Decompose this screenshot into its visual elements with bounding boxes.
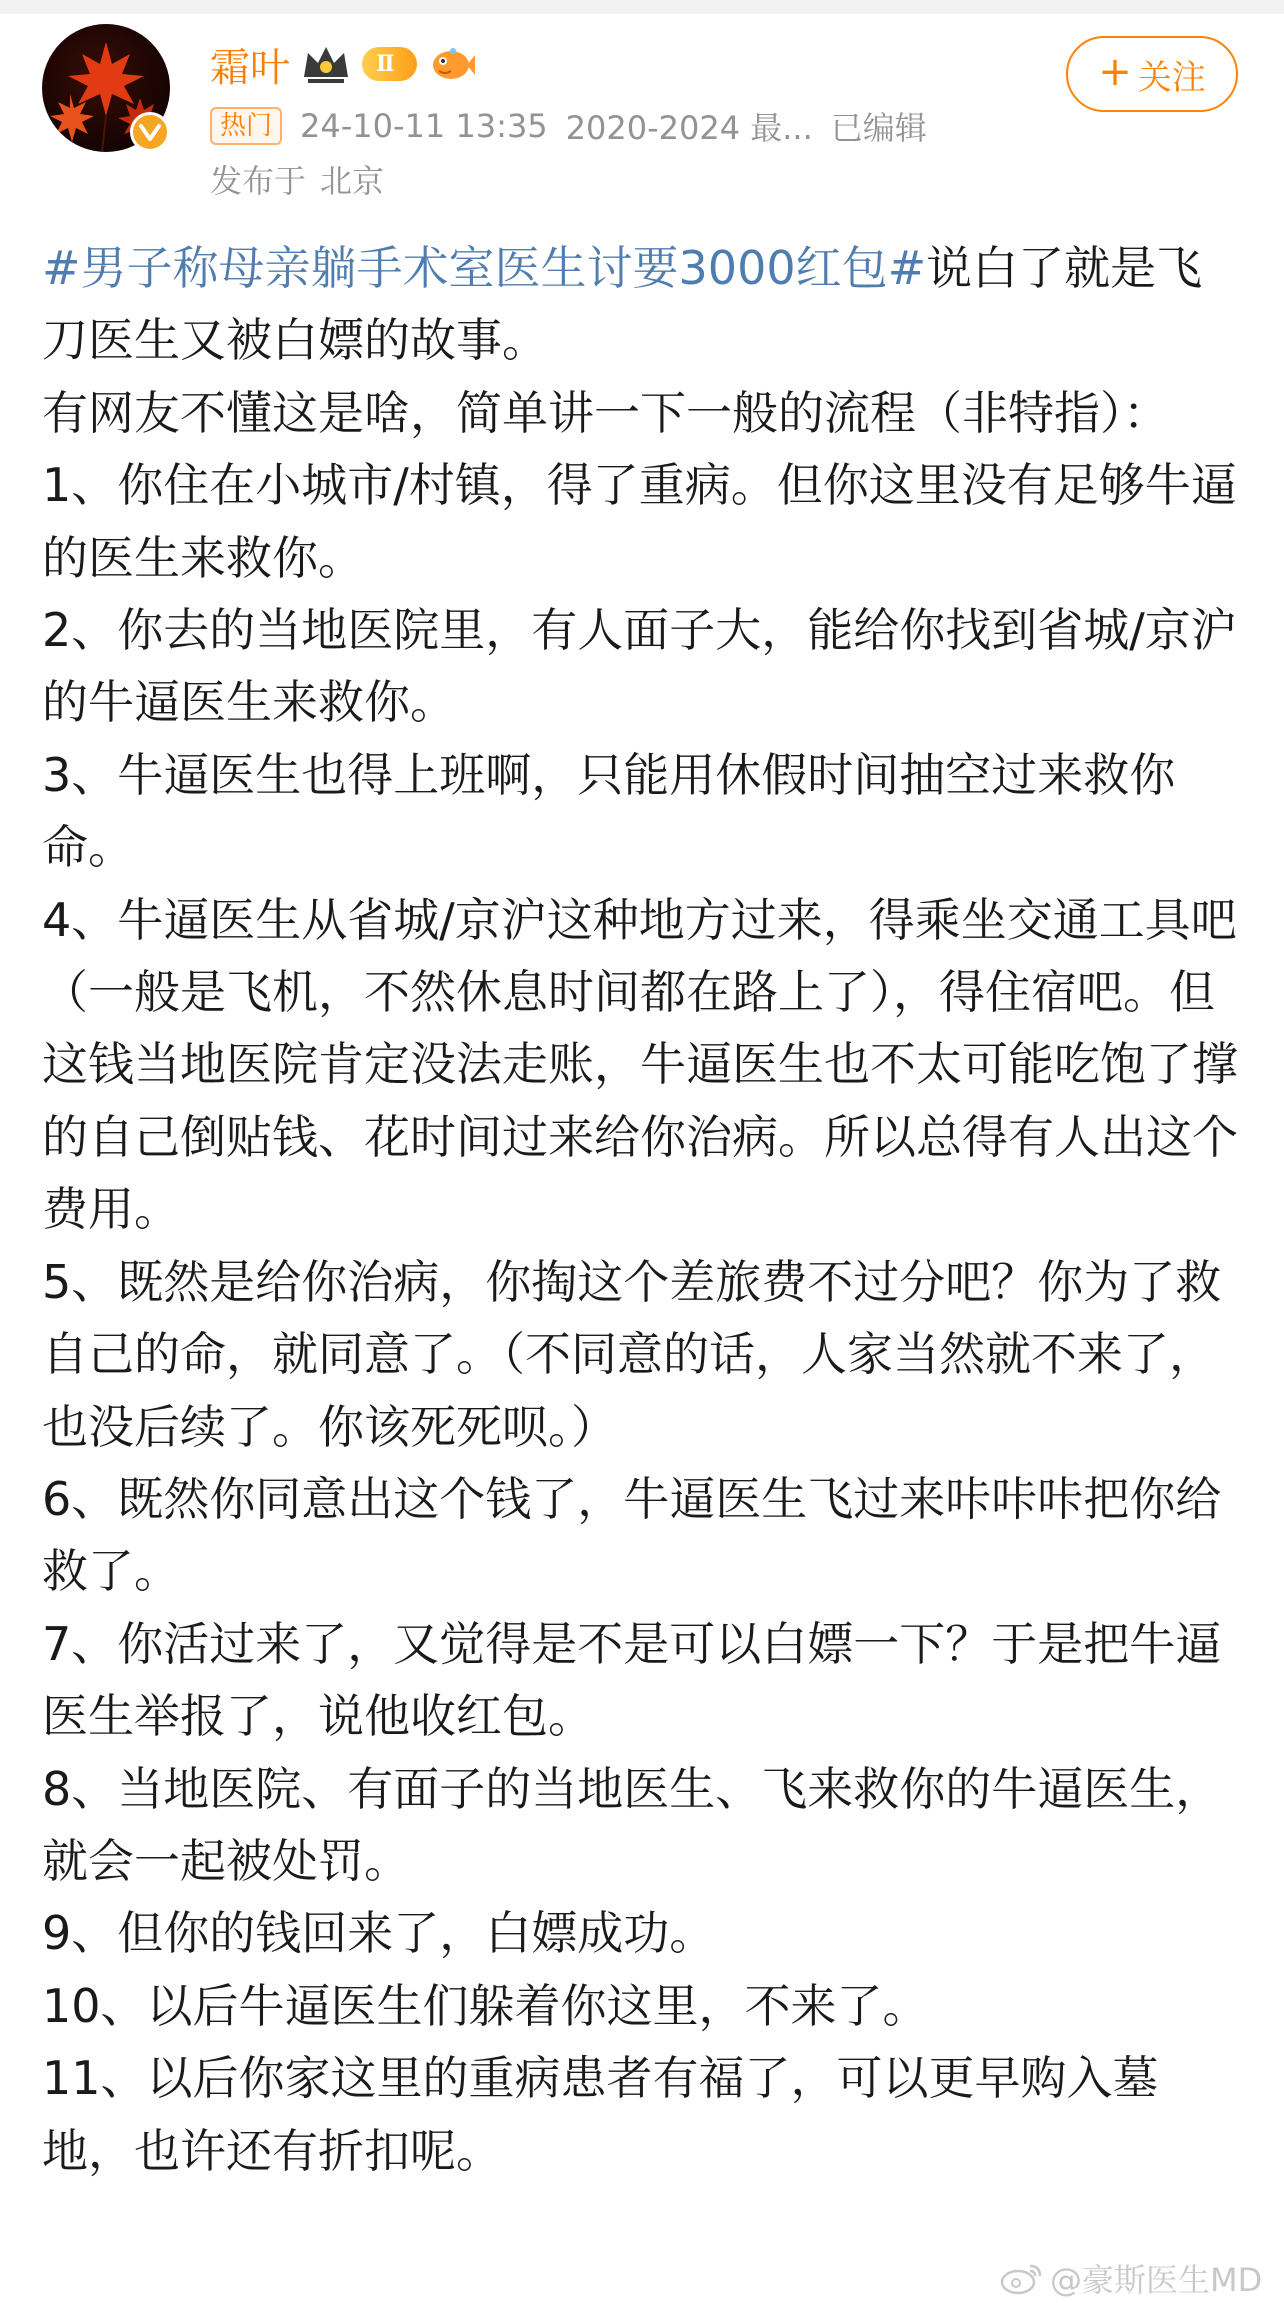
vip-level-text: Ⅱ <box>376 51 395 77</box>
post-meta-row <box>210 106 927 146</box>
topic-link[interactable]: #男子称母亲躺手术室医生讨要3000红包# <box>42 241 927 295</box>
content-paragraph: 2、你去的当地医院里，有人面子大，能给你找到省城/京沪的牛逼医生来救你。 <box>42 603 1237 730</box>
content-paragraph: 3、牛逼医生也得上班啊，只能用休假时间抽空过来救你命。 <box>42 747 1176 875</box>
watermark <box>1000 2254 1262 2302</box>
weibo-logo-icon <box>1000 2260 1044 2296</box>
follow-button-label: 关注 <box>1137 57 1206 98</box>
content-paragraph: 10、以后牛逼医生们躲着你这里，不来了。 <box>42 1978 929 2033</box>
content-intro: 说白了就是飞刀医生又被白嫖的故事。 <box>42 241 1203 368</box>
follow-button[interactable] <box>1066 36 1238 112</box>
content-paragraph: 1、你住在小城市/村镇，得了重病。但你这里没有足够牛逼的医生来救你。 <box>42 458 1237 585</box>
post-location <box>210 156 385 200</box>
author-name[interactable]: 霜叶 <box>210 44 290 91</box>
post-content <box>42 232 1247 2187</box>
watermark-text: @豪斯医生MD <box>1050 2261 1263 2299</box>
content-paragraph: 有网友不懂这是啥，简单讲一下一般的流程（非特指）： <box>42 385 1169 440</box>
content-paragraph: 4、牛逼医生从省城/京沪这种地方过来，得乘坐交通工具吧（一般是飞机，不然休息时间都在路上了），得住宿吧。但这钱当地医院肯定没法走账，牛逼医生也不太可能吃饱了撑的自己倒贴钱、花时间过来给你治病。所以总得有人出这个费用。 <box>42 892 1238 1237</box>
vip-level-badge[interactable] <box>362 47 417 81</box>
crown-icon <box>300 43 352 85</box>
fish-icon <box>427 43 475 85</box>
content-paragraph: 11、以后你家这里的重病患者有福了，可以更早购入墓地，也许还有折扣呢。 <box>42 2051 1159 2178</box>
author-name-row <box>210 40 475 91</box>
verified-v-icon <box>130 112 170 152</box>
post-source[interactable]: 2020-2024 最... <box>565 109 813 147</box>
content-paragraph: 7、你活过来了，又觉得是不是可以白嫖一下？于是把牛逼医生举报了，说他收红包。 <box>42 1616 1222 1744</box>
edited-label[interactable]: 已编辑 <box>830 109 927 147</box>
weibo-post <box>0 14 1284 2303</box>
hot-tag: 热门 <box>210 107 282 145</box>
content-intro-paragraph <box>42 232 1247 377</box>
location-city: 北京 <box>320 162 385 200</box>
post-timestamp: 24-10-11 13:35 <box>300 107 548 145</box>
content-paragraph: 5、既然是给你治病，你掏这个差旅费不过分吧？你为了救自己的命，就同意了。（不同意的话，人家当然就不来了，也没后续了。你该死死呗。） <box>42 1254 1222 1454</box>
content-paragraph: 9、但你的钱回来了，白嫖成功。 <box>42 1906 716 1961</box>
location-prefix: 发布于 <box>210 162 307 200</box>
plus-icon: + <box>1098 49 1132 95</box>
content-paragraph: 6、既然你同意出这个钱了，牛逼医生飞过来咔咔咔把你给救了。 <box>42 1471 1222 1599</box>
top-divider <box>0 0 1284 14</box>
content-paragraph: 8、当地医院、有面子的当地医生、飞来救你的牛逼医生，就会一起被处罚。 <box>42 1761 1222 1888</box>
